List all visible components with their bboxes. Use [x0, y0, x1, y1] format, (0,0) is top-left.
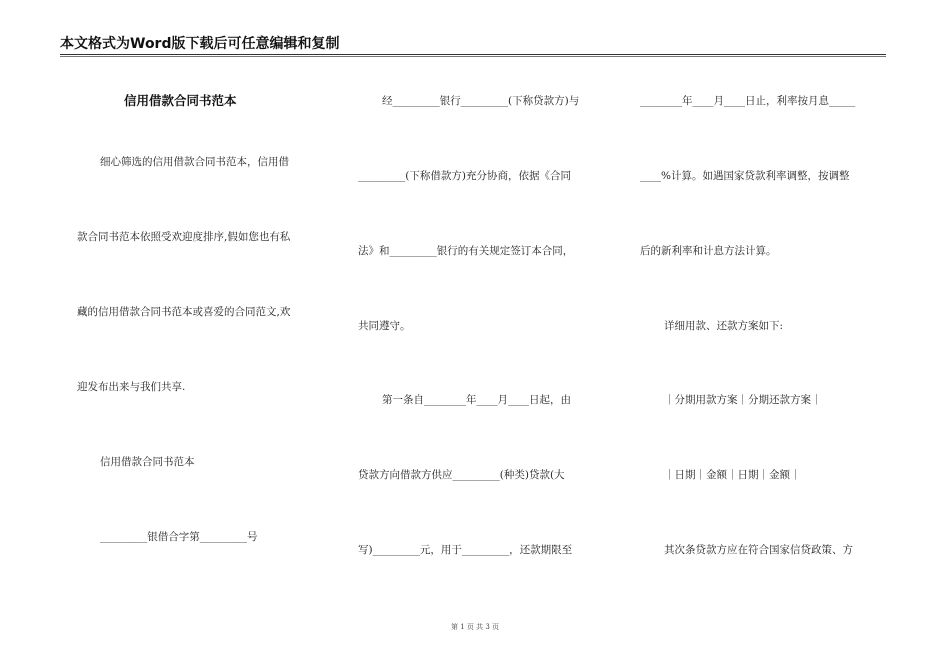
paragraph-line: 详细用款、还款方案如下: — [664, 320, 784, 332]
paragraph-line: 经_________银行_________(下称贷款方)与 — [382, 95, 580, 107]
paragraph-line: 贷款方向借款方供应_________(种类)贷款(大 — [358, 469, 565, 481]
paragraph-line: 信用借款合同书范本 — [100, 456, 195, 468]
paragraph-line: 第一条自________年____月____日起，由 — [382, 394, 571, 406]
paragraph-line: _________银借合字第_________号 — [100, 531, 258, 543]
paragraph-line: 法》和_________银行的有关规定签订本合同， — [358, 245, 574, 257]
paragraph-line: 后的新利率和计息方法计算。 — [640, 245, 777, 257]
paragraph-line: _________(下称借款方)充分协商，依据《合同 — [358, 170, 571, 182]
document-title: 信用借款合同书范本 — [124, 93, 237, 108]
plan-table-subheader-row: ｜日期｜金额｜日期｜金额｜ — [664, 469, 801, 481]
paragraph-line: ________年____月____日止，利率按月息_____ — [640, 95, 856, 107]
page-number: 第 1 页 共 3 页 — [450, 623, 500, 631]
paragraph-line: 细心筛选的信用借款合同书范本，信用借 — [100, 156, 289, 168]
document-header — [60, 36, 886, 55]
plan-table-header-row: ｜分期用款方案｜分期还款方案｜ — [664, 394, 822, 406]
paragraph-line: 迎发布出来与我们共享. — [77, 381, 186, 393]
paragraph-line: 写)_________元，用于_________，还款期限至 — [358, 544, 573, 556]
paragraph-line: 藏的信用借款合同书范本或喜爱的合同范文,欢 — [77, 306, 291, 318]
paragraph-line: 共同遵守。 — [358, 320, 411, 332]
header-text: 本文格式为Word版下载后可任意编辑和复制 — [60, 36, 340, 52]
paragraph-line: 其次条贷款方应在符合国家信贷政策、方 — [664, 544, 853, 556]
paragraph-line: ____%计算。如遇国家贷款利率调整，按调整 — [640, 170, 850, 182]
paragraph-line: 款合同书范本依照受欢迎度排序,假如您也有私 — [77, 231, 291, 243]
